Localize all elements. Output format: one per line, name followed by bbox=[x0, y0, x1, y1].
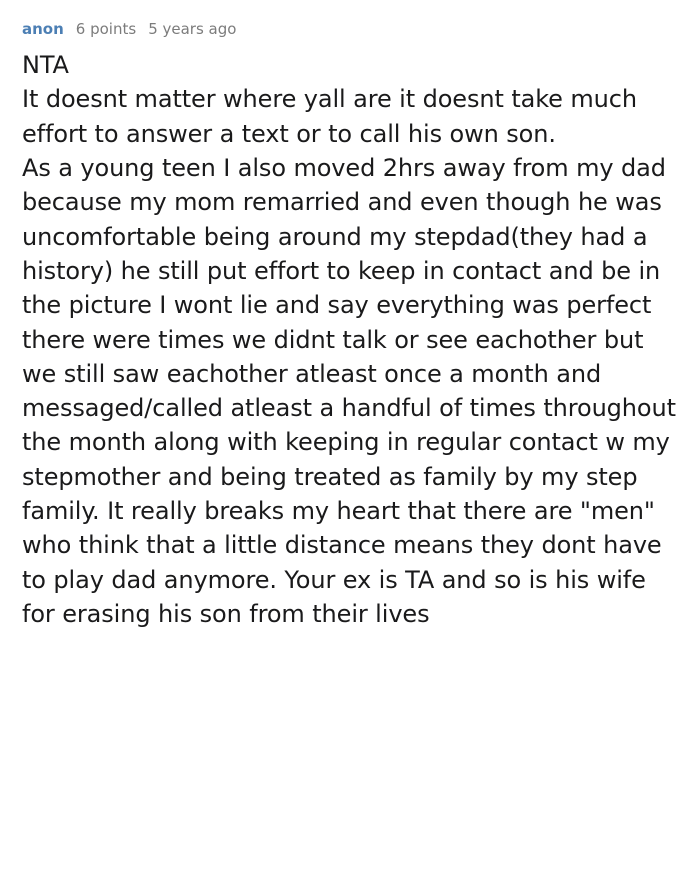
comment-timestamp: 5 years ago bbox=[148, 20, 237, 38]
comment-meta bbox=[22, 20, 678, 38]
comment-paragraph: It doesnt matter where yall are it doesnt take much effort to answer a text or to call his own son. bbox=[22, 85, 637, 148]
comment-body bbox=[22, 48, 678, 631]
comment-author[interactable]: anon bbox=[22, 20, 64, 38]
comment-paragraph: As a young teen I also moved 2hrs away from my dad because my mom remarried and even though he was uncomfortable being around my stepdad(they had a history) he still put effort to keep in contact and be in the picture I wont lie and say everything was perfect there were times we didnt talk or see eachother but we still saw eachother atleast once a month and messaged/called atleast a handful of times throughout the month along with keeping in regular contact w my stepmother and being treated as family by my step family. It really breaks my heart that there are "men" who think that a little distance means they dont have to play dad anymore. Your ex is TA and so is his wife for erasing his son from their lives bbox=[22, 153, 676, 628]
comment-points: 6 points bbox=[75, 20, 137, 38]
comment-paragraph: NTA bbox=[22, 51, 69, 79]
